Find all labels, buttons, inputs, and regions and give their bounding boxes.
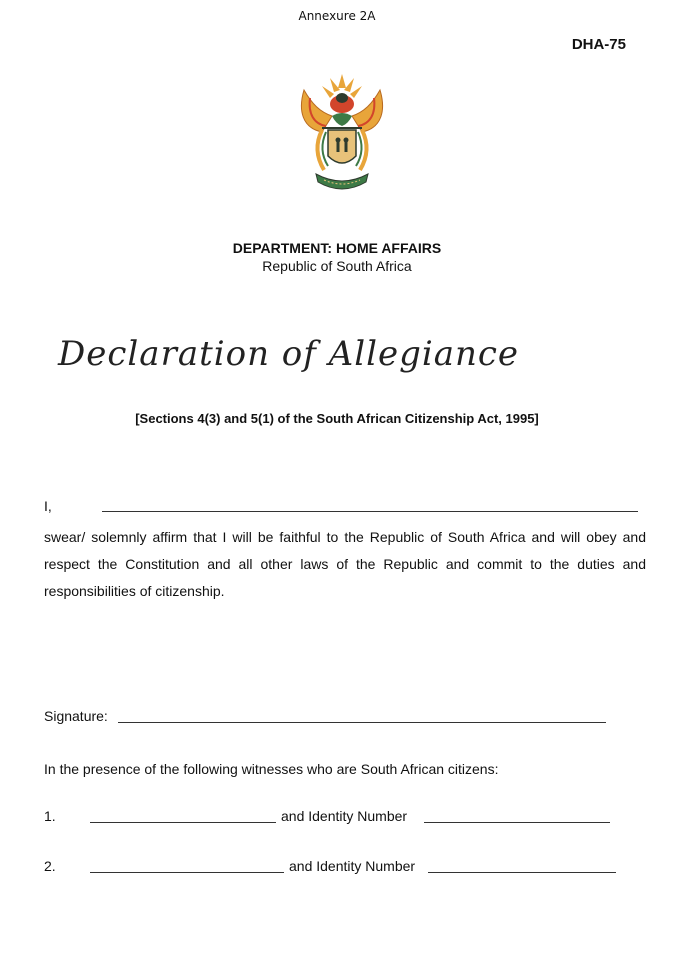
department-name: DEPARTMENT: HOME AFFAIRS [232, 240, 442, 256]
document-title: Declaration of Allegiance [58, 334, 520, 374]
witness-name-field[interactable] [90, 822, 276, 823]
witnesses-intro: In the presence of the following witnesses who are South African citizens: [44, 761, 499, 777]
declarant-name-field[interactable] [102, 511, 638, 512]
witness-number: 1. [44, 808, 56, 824]
coat-of-arms-icon [296, 70, 388, 198]
witness-name-field[interactable] [90, 872, 284, 873]
annexure-label: Annexure 2A [298, 9, 376, 23]
document-subtitle: [Sections 4(3) and 5(1) of the South African Citizenship Act, 1995] [135, 411, 539, 426]
witness-number: 2. [44, 858, 56, 874]
country-name: Republic of South Africa [262, 258, 412, 274]
witness-id-field[interactable] [424, 822, 610, 823]
signature-field[interactable] [118, 722, 606, 723]
oath-text: swear/ solemnly affirm that I will be faithful to the Republic of South Africa and will obey and respect the Constitution and all other laws of the Republic and commit to the duties and responsibilities of citizenship. [44, 529, 646, 599]
witness-id-label: and Identity Number [281, 808, 408, 824]
declarant-pronoun: I, [44, 498, 52, 514]
witness-id-field[interactable] [428, 872, 616, 873]
signature-label: Signature: [44, 708, 108, 724]
witness-id-label: and Identity Number [289, 858, 416, 874]
form-code: DHA-75 [571, 36, 626, 53]
